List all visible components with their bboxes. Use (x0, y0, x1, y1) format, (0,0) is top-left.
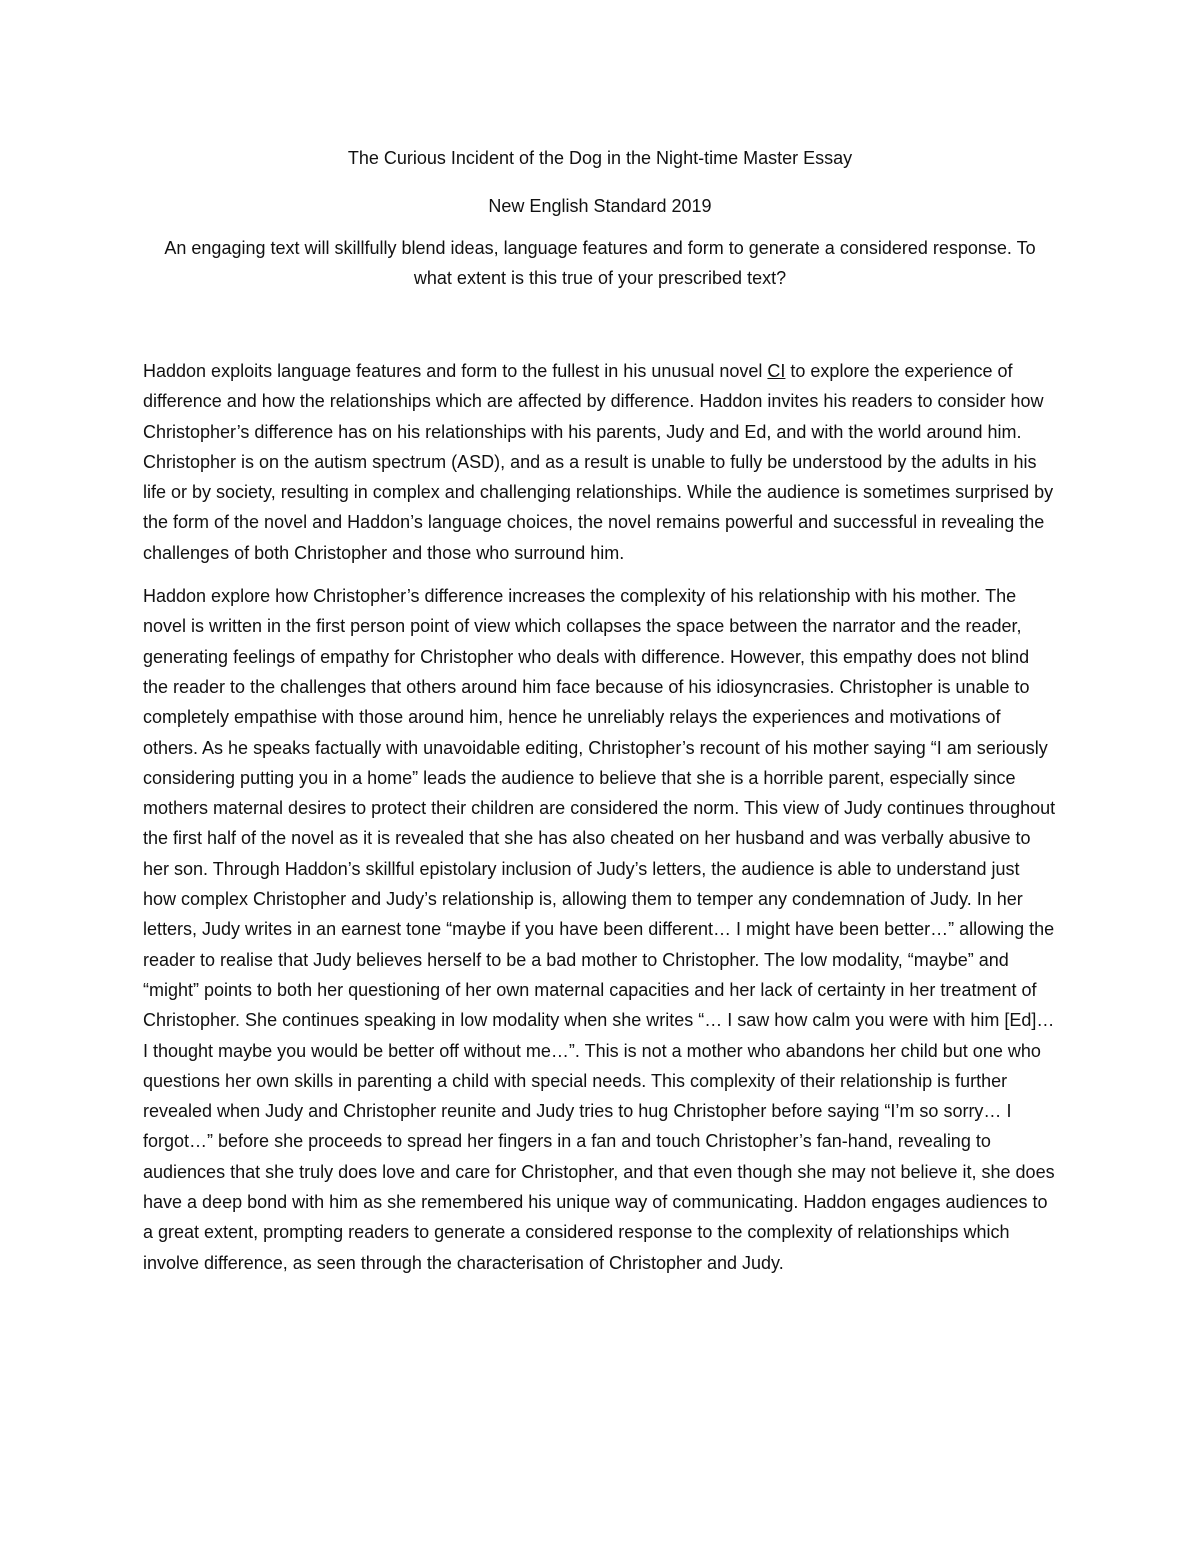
essay-body (143, 356, 1057, 1291)
essay-title: The Curious Incident of the Dog in the Night-time Master Essay (347, 148, 853, 168)
paragraph-text: to explore the experience of difference and how the relationships which are affected by difference. Haddon invites his readers to consider how Christopher’s difference has on his relationships with his parents, Judy and Ed, and with the world around him. Christopher is on the autism spectrum (ASD), and as a result is unable to fully be understood by the adults in his life or by society, resulting in complex and challenging relationships. While the audience is sometimes surprised by the form of the novel and Haddon’s language choices, the novel remains powerful and successful in revealing the challenges of both Christopher and those who surround him. (143, 361, 1054, 563)
essay-subtitle: New English Standard 2019 (488, 196, 712, 216)
paragraph-text: Haddon exploits language features and form to the fullest in his unusual novel (143, 361, 768, 381)
paragraph-body: Haddon explore how Christopher’s difference increases the complexity of his relationship with his mother. The novel is written in the first person point of view which collapses the space between the narrator and the reader, generating feelings of empathy for Christopher who deals with difference. However, this empathy does not blind the reader to the challenges that others around him face because of his idiosyncrasies. Christopher is unable to completely empathise with those around him, hence he unreliably relays the experiences and motivations of others. As he speaks factually with unavoidable editing, Christopher’s recount of his mother saying “I am seriously considering putting you in a home” leads the audience to believe that she is a horrible parent, especially since mothers maternal desires to protect their children are considered the norm. This view of Judy continues throughout the first half of the novel as it is revealed that she has also cheated on her husband and was verbally abusive to her son. Through Haddon’s skillful epistolary inclusion of Judy’s letters, the audience is able to understand just how complex Christopher and Judy’s relationship is, allowing them to temper any condemnation of Judy. In her letters, Judy writes in an earnest tone “maybe if you have been different… I might have been better…” allowing the reader to realise that Judy believes herself to be a bad mother to Christopher. The low modality, “maybe” and “might” points to both her questioning of her own maternal capacities and her lack of certainty in her treatment of Christopher. She continues speaking in low modality when she writes “… I saw how calm you were with him [Ed]… I thought maybe you would be better off without me…”. This is not a mother who abandons her child but one who questions her own skills in parenting a child with special needs. This complexity of their relationship is further revealed when Judy and Christopher reunite and Judy tries to hug Christopher before saying “I’m so sorry… I forgot…” before she proceeds to spread her fingers in a fan and touch Christopher’s fan-hand, revealing to audiences that she truly does love and care for Christopher, and that even though she may not believe it, she does have a deep bond with him as she remembered his unique way of communicating. Haddon engages audiences to a great extent, prompting readers to generate a considered response to the complexity of relationships which involve difference, as seen through the characterisation of Christopher and Judy. (143, 586, 1056, 1273)
paragraph-introduction (143, 356, 1057, 568)
essay-question: An engaging text will skillfully blend ideas, language features and form to generate a considered response. To what extent is this true of your prescribed text? (164, 238, 1036, 288)
novel-abbreviation: CI (767, 361, 786, 381)
